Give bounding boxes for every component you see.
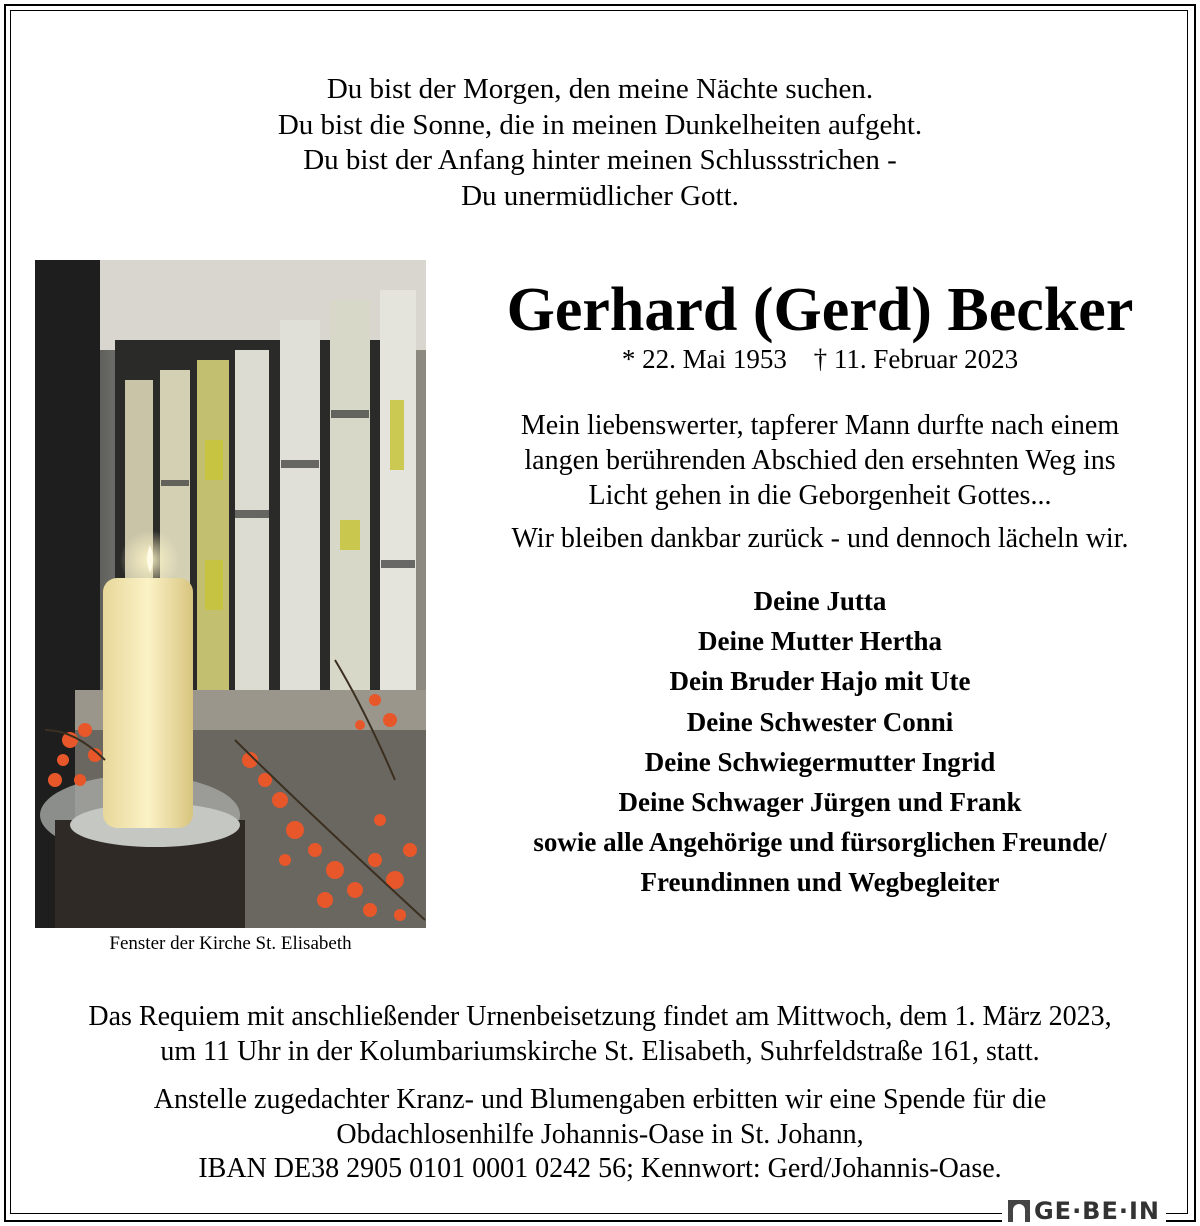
deceased-name: Gerhard (Gerd) Becker bbox=[506, 276, 1134, 344]
poem-line: Du bist die Sonne, die in meinen Dunkelheiten aufgeht. bbox=[277, 108, 923, 141]
publisher-logo-text: GE·BE·IN bbox=[1033, 1197, 1160, 1225]
requiem-line: um 11 Uhr in der Kolumbariumskirche St. Elisabeth, Suhrfeldstraße 161, statt. bbox=[160, 1035, 1040, 1067]
mourner: Deine Jutta bbox=[753, 586, 887, 616]
mourner: Freundinnen und Wegbegleiter bbox=[640, 867, 1000, 898]
publisher-logo bbox=[1002, 1196, 1166, 1226]
obituary-main bbox=[470, 270, 1170, 903]
requiem-info bbox=[0, 1000, 1200, 1069]
candle-photo-graphic bbox=[35, 260, 426, 928]
gratitude-line: Wir bleiben dankbar zurück - und dennoch lächeln wir. bbox=[511, 523, 1129, 554]
donation-line: Obdachlosenhilfe Johannis-Oase in St. Johann, bbox=[336, 1118, 864, 1150]
message-line: langen berührenden Abschied den ersehnten Weg ins bbox=[524, 445, 1116, 476]
birth-date: * 22. Mai 1953 bbox=[621, 344, 787, 374]
mourner: Deine Schwester Conni bbox=[686, 706, 954, 737]
mourner: Deine Schwiegermutter Ingrid bbox=[644, 746, 996, 777]
poem-line: Du unermüdlicher Gott. bbox=[461, 179, 739, 212]
mourner: Dein Bruder Hajo mit Ute bbox=[669, 666, 971, 697]
mourner: sowie alle Angehörige und fürsorglichen Freunde/ bbox=[533, 827, 1107, 858]
mourner: Deine Mutter Hertha bbox=[698, 626, 942, 657]
donation-info bbox=[0, 1083, 1200, 1187]
donation-line: IBAN DE38 2905 0101 0001 0242 56; Kennwort: Gerd/Johannis-Oase. bbox=[198, 1153, 1002, 1184]
mourners-list bbox=[470, 581, 1170, 903]
mourner: Deine Schwager Jürgen und Frank bbox=[618, 787, 1022, 818]
message-line: Licht gehen in die Geborgenheit Gottes... bbox=[588, 480, 1052, 511]
poem-line: Du bist der Anfang hinter meinen Schlussstrichen - bbox=[303, 144, 897, 176]
poem bbox=[0, 72, 1200, 214]
donation-line: Anstelle zugedachter Kranz- und Blumengaben erbitten wir eine Spende für die bbox=[153, 1084, 1047, 1115]
poem-line: Du bist der Morgen, den meine Nächte suchen. bbox=[326, 73, 874, 105]
farewell-message bbox=[470, 408, 1170, 513]
death-date: † 11. Februar 2023 bbox=[813, 344, 1019, 374]
requiem-line: Das Requiem mit anschließender Urnenbeisetzung findet am Mittwoch, dem 1. März 2023, bbox=[88, 1001, 1112, 1032]
candle-photo bbox=[35, 260, 426, 928]
message-line: Mein liebenswerter, tapferer Mann durfte nach einem bbox=[520, 410, 1120, 441]
publisher-mark-icon bbox=[1008, 1200, 1030, 1222]
photo-caption: Fenster der Kirche St. Elisabeth bbox=[109, 933, 352, 954]
